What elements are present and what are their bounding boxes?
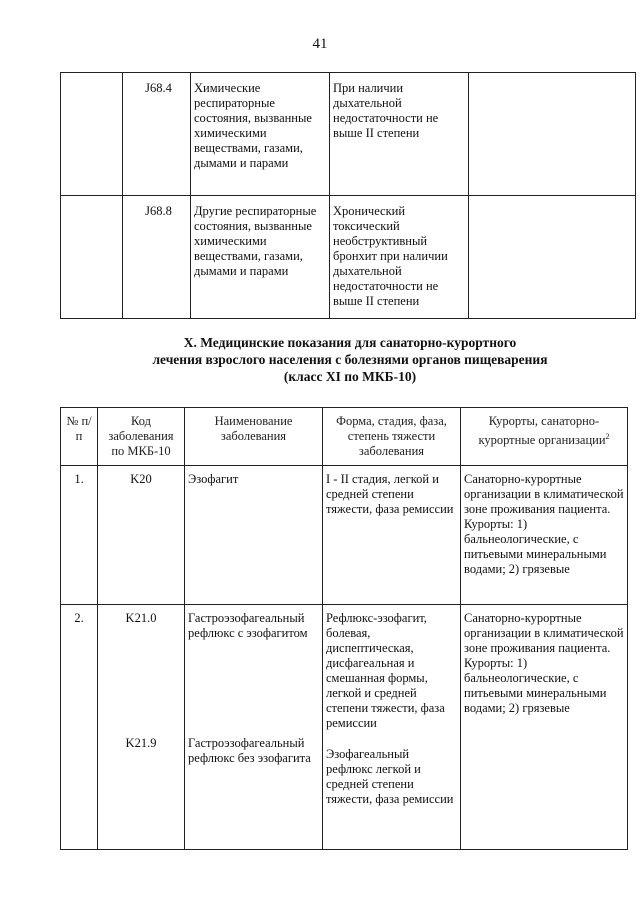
code-k21-0: K21.0 [125, 611, 157, 625]
header-resorts-text: Курорты, санаторно-курортные организации [478, 414, 606, 448]
code-cell: J68.8 [123, 196, 191, 319]
table-row [61, 73, 636, 196]
table-row [61, 196, 636, 319]
disease-name-cell: Эзофагит [185, 466, 323, 605]
indications-table [60, 407, 628, 850]
num-cell [61, 196, 123, 319]
header-form: Форма, стадия, фаза, степень тяжести заболевания [323, 408, 461, 466]
footnote-mark: 2 [605, 432, 610, 441]
num-cell: 2. [61, 605, 98, 850]
table-row [61, 466, 628, 605]
disease-name-1: Гастроэзофагеальный рефлюкс с эзофагитом [188, 611, 308, 640]
section-title-line: X. Медицинские показания для санаторно-курортного [183, 335, 517, 350]
header-name: Наименование заболевания [185, 408, 323, 466]
continuation-table [60, 72, 636, 319]
form-1: Рефлюкс-эзофагит, болевая, диспептическая, дисфагеальная и смешанная формы, легкой и средней степени тяжести, фаза ремиссии [326, 611, 445, 730]
code-cell: K20 [98, 466, 185, 605]
form-cell [323, 605, 461, 850]
resorts-cell: Санаторно-курортные организации в климатической зоне проживания пациента. Курорты: 1) бальнеологические, с питьевыми минеральными водами; 2) грязевые [461, 605, 628, 850]
header-resorts [461, 408, 628, 466]
disease-name-cell: Другие респираторные состояния, вызванные химическими веществами, газами, дымами и парами [191, 196, 330, 319]
table-row [61, 605, 628, 850]
section-title-line: лечения взрослого населения с болезнями органов пищеварения [152, 352, 548, 367]
section-title-line: (класс XI по МКБ-10) [283, 369, 417, 384]
header-code: Код заболевания по МКБ-10 [98, 408, 185, 466]
form-cell: Хронический токсический необструктивный бронхит при наличии дыхательной недостаточности не выше II степени [330, 196, 469, 319]
resorts-cell: Санаторно-курортные организации в климатической зоне проживания пациента. Курорты: 1) бальнеологические, с питьевыми минеральными водами; 2) грязевые [461, 466, 628, 605]
spacer [326, 731, 457, 747]
spacer [101, 626, 181, 736]
form-cell: I - II стадия, легкой и средней степени тяжести, фаза ремиссии [323, 466, 461, 605]
disease-name-2: Гастроэзофагеальный рефлюкс без эзофагита [188, 736, 311, 765]
form-2: Эзофагеальный рефлюкс легкой и средней степени тяжести, фаза ремиссии [326, 747, 454, 806]
code-cell [98, 605, 185, 850]
num-cell [61, 73, 123, 196]
disease-name-cell: Химические респираторные состояния, вызванные химическими веществами, газами, дымами и парами [191, 73, 330, 196]
spacer [188, 641, 319, 736]
code-cell: J68.4 [123, 73, 191, 196]
resorts-cell [469, 196, 636, 319]
section-title [140, 334, 560, 385]
header-num: № п/п [61, 408, 98, 466]
form-cell: При наличии дыхательной недостаточности не выше II степени [330, 73, 469, 196]
code-k21-9: K21.9 [125, 736, 157, 750]
num-cell: 1. [61, 466, 98, 605]
header-row [61, 408, 628, 466]
disease-name-cell [185, 605, 323, 850]
resorts-cell [469, 73, 636, 196]
page-number: 41 [312, 36, 328, 52]
